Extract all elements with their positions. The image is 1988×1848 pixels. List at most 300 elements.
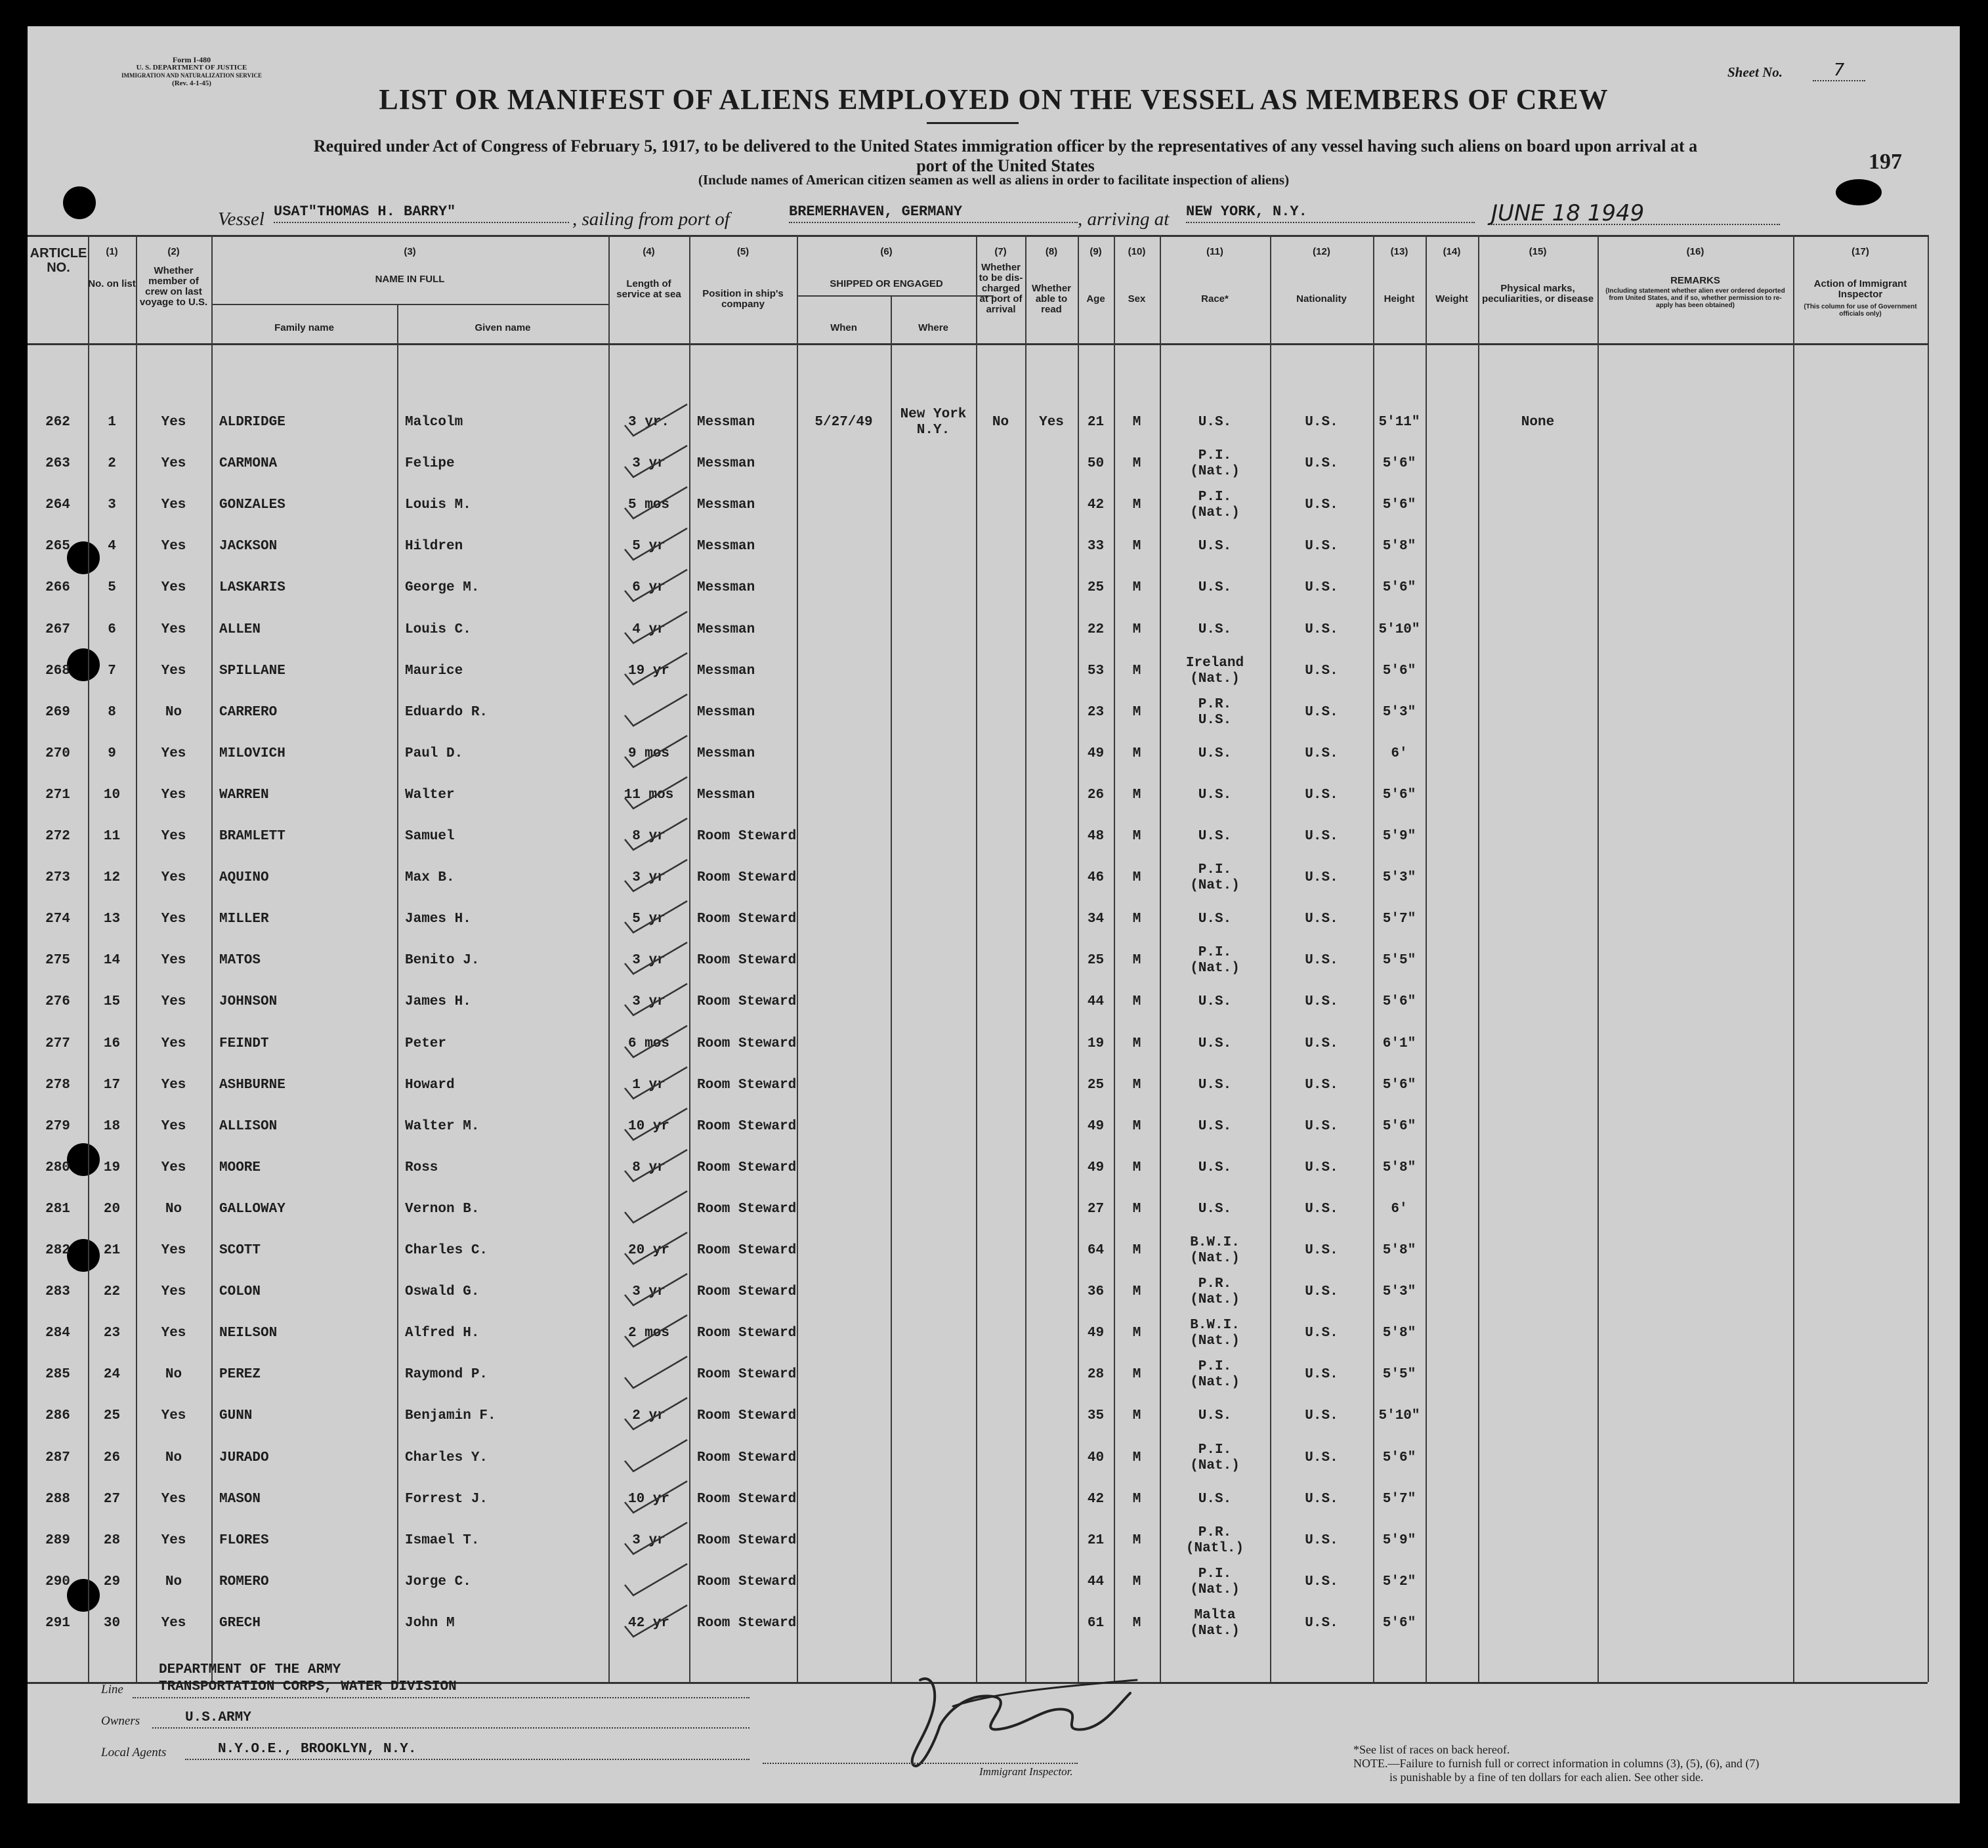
- agents-value: N.Y.O.E., BROOKLYN, N.Y.: [185, 1742, 750, 1760]
- vessel-label: Vessel: [218, 209, 264, 230]
- cell-nat: U.S.: [1305, 1367, 1338, 1383]
- line-value-1: DEPARTMENT OF THE ARMY: [159, 1662, 341, 1677]
- cell-last: Yes: [161, 1491, 186, 1507]
- cell-position: Room Steward: [697, 1491, 797, 1507]
- cell-position: Room Steward: [697, 829, 797, 844]
- cell-service: 3 yr: [632, 953, 666, 969]
- cell-service: 19 yr: [627, 663, 669, 679]
- form-service: IMMIGRATION AND NATURALIZATION SERVICE: [121, 72, 262, 79]
- note-fine-1: NOTE.—Failure to furnish full or correct information in columns (3), (5), (6), and (7): [1353, 1757, 1760, 1770]
- stamp-number: 197: [1869, 150, 1902, 174]
- cell-nat: U.S.: [1305, 746, 1338, 761]
- cell-art: 288: [45, 1491, 70, 1507]
- col17-sub: (This column for use of Government officials only): [1804, 303, 1917, 318]
- cell-age: 25: [1087, 1077, 1105, 1093]
- check-mark: [615, 813, 694, 859]
- cell-height: 5'6": [1382, 994, 1416, 1010]
- cell-race: P.I. (Nat.): [1190, 490, 1240, 521]
- cell-position: Room Steward: [697, 912, 797, 927]
- table-row: [28, 447, 1928, 488]
- owners-label: Owners: [101, 1714, 140, 1728]
- cell-service: 6 mos: [627, 1036, 669, 1051]
- cell-sex: M: [1132, 1491, 1141, 1507]
- cell-given: Howard: [405, 1077, 455, 1093]
- title-rule: [927, 122, 1019, 124]
- cell-position: Messman: [697, 704, 755, 720]
- col6-num: (6): [880, 246, 893, 257]
- cell-given: Paul D.: [405, 746, 463, 761]
- inspector-dotted: [763, 1744, 1078, 1764]
- cell-age: 64: [1087, 1243, 1105, 1258]
- cell-sex: M: [1132, 746, 1141, 761]
- cell-no: 27: [103, 1491, 121, 1507]
- cell-family: WARREN: [219, 787, 269, 803]
- cell-sex: M: [1132, 415, 1141, 430]
- cell-nat: U.S.: [1305, 912, 1338, 927]
- owners-value: U.S.ARMY: [152, 1710, 750, 1729]
- cell-age: 53: [1087, 663, 1105, 679]
- cell-no: 9: [108, 746, 116, 761]
- cell-race: B.W.I. (Nat.): [1190, 1318, 1240, 1349]
- cell-position: Room Steward: [697, 953, 797, 969]
- line-label: Line: [101, 1683, 123, 1696]
- col-article-header: ARTICLE NO.: [30, 246, 87, 275]
- cell-family: AQUINO: [219, 870, 269, 886]
- cell-last: No: [165, 1574, 182, 1589]
- cell-race: P.I. (Nat.): [1190, 448, 1240, 480]
- cell-last: Yes: [161, 1284, 186, 1300]
- cell-no: 1: [108, 415, 116, 430]
- cell-race: P.I. (Nat.): [1190, 945, 1240, 976]
- cell-family: MATOS: [219, 953, 261, 969]
- cell-nat: U.S.: [1305, 704, 1338, 720]
- col16-label: REMARKS: [1670, 275, 1720, 286]
- check-mark: [615, 1269, 694, 1314]
- cell-given: James H.: [405, 994, 471, 1010]
- cell-art: 277: [45, 1036, 70, 1051]
- cell-given: Benjamin F.: [405, 1408, 496, 1424]
- cell-height: 5'6": [1382, 1077, 1416, 1093]
- cell-nat: U.S.: [1305, 415, 1338, 430]
- cell-age: 61: [1087, 1615, 1105, 1631]
- cell-family: CARMONA: [219, 456, 278, 472]
- cell-age: 34: [1087, 912, 1105, 927]
- col16-num: (16): [1686, 246, 1704, 257]
- cell-given: Ross: [405, 1160, 438, 1175]
- cell-last: Yes: [161, 1036, 186, 1051]
- cell-age: 27: [1087, 1201, 1105, 1217]
- page-title: LIST OR MANIFEST OF ALIENS EMPLOYED ON THE VESSEL AS MEMBERS OF CREW: [379, 83, 1609, 116]
- col1-num: (1): [106, 246, 118, 257]
- cell-height: 6': [1391, 1201, 1408, 1217]
- cell-last: Yes: [161, 663, 186, 679]
- cell-given: Vernon B.: [405, 1201, 480, 1217]
- col12-label: Nationality: [1296, 293, 1347, 304]
- table-row: [28, 1316, 1928, 1357]
- cell-last: Yes: [161, 621, 186, 637]
- cell-sex: M: [1132, 1408, 1141, 1424]
- cell-race: U.S.: [1198, 787, 1232, 803]
- table-row: [28, 488, 1928, 529]
- cell-service: 9 mos: [627, 746, 669, 761]
- check-mark: [615, 1517, 694, 1563]
- cell-family: GALLOWAY: [219, 1201, 286, 1217]
- table-row: [28, 571, 1928, 612]
- cell-sex: M: [1132, 621, 1141, 637]
- cell-nat: U.S.: [1305, 1036, 1338, 1051]
- col10-num: (10): [1128, 246, 1146, 257]
- col9-num: (9): [1089, 246, 1102, 257]
- cell-service: 3 yr: [632, 994, 666, 1010]
- header-bottom-rule: [28, 343, 1928, 345]
- col15-num: (15): [1529, 246, 1547, 257]
- table-row: [28, 696, 1928, 736]
- check-mark: [615, 1476, 694, 1522]
- cell-service: 3 yr: [632, 456, 666, 472]
- cell-height: 5'10": [1378, 621, 1420, 637]
- cell-no: 14: [103, 953, 121, 969]
- cell-family: GUNN: [219, 1408, 253, 1424]
- cell-art: 266: [45, 580, 70, 596]
- cell-art: 269: [45, 704, 70, 720]
- cell-height: 5'6": [1382, 663, 1416, 679]
- inspector-label: Immigrant Inspector.: [979, 1765, 1073, 1778]
- manifest-sheet: [28, 26, 1960, 1803]
- cell-nat: U.S.: [1305, 1326, 1338, 1341]
- table-row: [28, 1399, 1928, 1440]
- cell-race: U.S.: [1198, 1201, 1232, 1217]
- cell-nat: U.S.: [1305, 1077, 1338, 1093]
- cell-service: 3 yr.: [627, 415, 669, 430]
- cell-given: Max B.: [405, 870, 455, 886]
- cell-position: Messman: [697, 621, 755, 637]
- col8-label: Whether able to read: [1032, 283, 1071, 315]
- cell-art: 275: [45, 953, 70, 969]
- form-rev: (Rev. 4-1-45): [172, 79, 211, 87]
- cell-given: George M.: [405, 580, 480, 596]
- cell-race: P.I. (Nat.): [1190, 1359, 1240, 1391]
- cell-no: 10: [103, 787, 121, 803]
- cell-position: Messman: [697, 787, 755, 803]
- cell-family: MILLER: [219, 912, 269, 927]
- table-row: [28, 1441, 1928, 1482]
- requirement-note: (Include names of American citizen seamen as well as aliens in order to facilitate inspection of aliens): [698, 172, 1290, 188]
- cell-position: Room Steward: [697, 1243, 797, 1258]
- cell-family: NEILSON: [219, 1326, 278, 1341]
- cell-age: 44: [1087, 1574, 1105, 1589]
- cell-race: U.S.: [1198, 1160, 1232, 1175]
- cell-last: No: [165, 1201, 182, 1217]
- arrival-date: JUNE 18 1949: [1491, 200, 1780, 225]
- cell-position: Messman: [697, 456, 755, 472]
- cell-sex: M: [1132, 663, 1141, 679]
- col6-where: Where: [918, 322, 948, 333]
- cell-age: 25: [1087, 580, 1105, 596]
- cell-no: 4: [108, 539, 116, 555]
- cell-art: 267: [45, 621, 70, 637]
- cell-sex: M: [1132, 539, 1141, 555]
- cell-given: Benito J.: [405, 953, 480, 969]
- cell-sex: M: [1132, 787, 1141, 803]
- cell-given: Alfred H.: [405, 1326, 480, 1341]
- cell-art: 281: [45, 1201, 70, 1217]
- col14-label: Weight: [1435, 293, 1468, 304]
- cell-no: 2: [108, 456, 116, 472]
- table-row: [28, 1068, 1928, 1109]
- table-row: [28, 530, 1928, 570]
- cell-no: 17: [103, 1077, 121, 1093]
- cell-no: 13: [103, 912, 121, 927]
- arrival-value: NEW YORK, N.Y.: [1186, 203, 1475, 223]
- cell-race: P.R. (Nat.): [1190, 1276, 1240, 1308]
- cell-position: Room Steward: [697, 1532, 797, 1548]
- cell-height: 5'8": [1382, 539, 1416, 555]
- form-number: Form I-480: [172, 55, 211, 64]
- cell-given: Peter: [405, 1036, 447, 1051]
- cell-art: 274: [45, 912, 70, 927]
- cell-height: 5'7": [1382, 912, 1416, 927]
- check-mark: [615, 523, 694, 569]
- cell-sex: M: [1132, 456, 1141, 472]
- table-row: [28, 902, 1928, 943]
- cell-height: 5'8": [1382, 1326, 1416, 1341]
- cell-age: 49: [1087, 1160, 1105, 1175]
- cell-last: Yes: [161, 787, 186, 803]
- col17-label: Action of Immigrant Inspector: [1813, 278, 1907, 300]
- cell-service: 11 mos: [624, 787, 674, 803]
- cell-art: 279: [45, 1118, 70, 1134]
- cell-given: Samuel: [405, 829, 455, 844]
- cell-last: Yes: [161, 1532, 186, 1548]
- cell-family: ALLISON: [219, 1118, 278, 1134]
- cell-nat: U.S.: [1305, 994, 1338, 1010]
- cell-sex: M: [1132, 580, 1141, 596]
- cell-sex: M: [1132, 1036, 1141, 1051]
- cell-position: Room Steward: [697, 1367, 797, 1383]
- table-top-rule: [28, 235, 1928, 237]
- cell-race: U.S.: [1198, 1118, 1232, 1134]
- cell-last: Yes: [161, 1326, 186, 1341]
- col4-num: (4): [643, 246, 655, 257]
- cell-age: 48: [1087, 829, 1105, 844]
- cell-last: Yes: [161, 415, 186, 430]
- col15-label: Physical marks, peculiarities, or disease: [1481, 283, 1594, 304]
- cell-position: Messman: [697, 746, 755, 761]
- cell-age: 49: [1087, 1118, 1105, 1134]
- table-row: [28, 654, 1928, 695]
- cell-age: 44: [1087, 994, 1105, 1010]
- cell-height: 5'6": [1382, 497, 1416, 513]
- cell-height: 6': [1391, 746, 1408, 761]
- col2-label: Whether member of crew on last voyage to U.S.: [139, 265, 208, 308]
- cell-height: 6'1": [1382, 1036, 1416, 1051]
- cell-service: 3 yr: [632, 1532, 666, 1548]
- cell-discharged: No: [992, 415, 1009, 430]
- cell-age: 42: [1087, 497, 1105, 513]
- check-mark: [615, 1393, 694, 1438]
- cell-given: Charles C.: [405, 1243, 488, 1258]
- cell-height: 5'8": [1382, 1243, 1416, 1258]
- shipped-subheader-rule: [797, 295, 994, 297]
- check-mark: [615, 648, 694, 694]
- check-mark: [615, 1600, 694, 1646]
- col6-when: When: [830, 322, 857, 333]
- col17-num: (17): [1851, 246, 1869, 257]
- col3-label: NAME IN FULL: [375, 274, 445, 285]
- cell-race: U.S.: [1198, 1077, 1232, 1093]
- check-mark: [615, 606, 694, 652]
- cell-last: No: [165, 1367, 182, 1383]
- cell-given: Louis C.: [405, 621, 471, 637]
- cell-given: Ismael T.: [405, 1532, 480, 1548]
- cell-nat: U.S.: [1305, 787, 1338, 803]
- cell-art: 268: [45, 663, 70, 679]
- cell-art: 287: [45, 1450, 70, 1465]
- cell-service: 5 yr: [632, 912, 666, 927]
- table-row: [28, 985, 1928, 1026]
- cell-physical: None: [1521, 415, 1555, 430]
- cell-last: Yes: [161, 953, 186, 969]
- cell-age: 21: [1087, 415, 1105, 430]
- cell-sex: M: [1132, 497, 1141, 513]
- check-mark: [615, 1062, 694, 1108]
- cell-nat: U.S.: [1305, 1201, 1338, 1217]
- cell-art: 280: [45, 1160, 70, 1175]
- cell-height: 5'11": [1378, 415, 1420, 430]
- cell-sex: M: [1132, 704, 1141, 720]
- cell-nat: U.S.: [1305, 580, 1338, 596]
- col2-num: (2): [167, 246, 180, 257]
- cell-where: New York N.Y.: [900, 407, 967, 438]
- sheet-no-label: Sheet No.: [1727, 64, 1783, 80]
- cell-nat: U.S.: [1305, 1491, 1338, 1507]
- table-row: [28, 1482, 1928, 1523]
- cell-no: 29: [103, 1574, 121, 1589]
- cell-family: LASKARIS: [219, 580, 286, 596]
- cell-family: ALLEN: [219, 621, 261, 637]
- cell-race: Ireland (Nat.): [1185, 655, 1244, 686]
- cell-height: 5'7": [1382, 1491, 1416, 1507]
- cell-art: 283: [45, 1284, 70, 1300]
- note-races: *See list of races on back hereof.: [1353, 1743, 1510, 1756]
- cell-family: JOHNSON: [219, 994, 278, 1010]
- cell-given: James H.: [405, 912, 471, 927]
- requirement-text: [133, 136, 1878, 176]
- cell-height: 5'6": [1382, 1450, 1416, 1465]
- cell-art: 270: [45, 746, 70, 761]
- cell-last: Yes: [161, 1243, 186, 1258]
- cell-last: Yes: [161, 1615, 186, 1631]
- cell-given: Felipe: [405, 456, 455, 472]
- line-dotted: [133, 1679, 750, 1698]
- cell-race: U.S.: [1198, 1036, 1232, 1051]
- cell-race: U.S.: [1198, 621, 1232, 637]
- cell-sex: M: [1132, 994, 1141, 1010]
- cell-last: Yes: [161, 1408, 186, 1424]
- cell-family: FLORES: [219, 1532, 269, 1548]
- cell-given: Hildren: [405, 539, 463, 555]
- cell-height: 5'3": [1382, 704, 1416, 720]
- check-mark: [615, 564, 694, 610]
- cell-service: 20 yr: [627, 1243, 669, 1258]
- cell-read: Yes: [1039, 415, 1064, 430]
- col5-label: Position in ship's company: [702, 288, 784, 310]
- col3-family: Family name: [274, 322, 334, 333]
- cell-nat: U.S.: [1305, 1408, 1338, 1424]
- check-mark: [615, 937, 694, 983]
- cell-race: U.S.: [1198, 746, 1232, 761]
- cell-height: 5'6": [1382, 580, 1416, 596]
- cell-no: 28: [103, 1532, 121, 1548]
- cell-service: 3 yr: [632, 870, 666, 886]
- cell-service: 1 yr: [632, 1077, 666, 1093]
- cell-age: 26: [1087, 787, 1105, 803]
- cell-service: 10 yr: [627, 1491, 669, 1507]
- cell-age: 22: [1087, 621, 1105, 637]
- cell-nat: U.S.: [1305, 456, 1338, 472]
- cell-position: Room Steward: [697, 994, 797, 1010]
- cell-height: 5'10": [1378, 1408, 1420, 1424]
- check-mark: [615, 1103, 694, 1149]
- cell-given: Raymond P.: [405, 1367, 488, 1383]
- cell-height: 5'2": [1382, 1574, 1416, 1589]
- cell-art: 273: [45, 870, 70, 886]
- cell-service: 8 yr: [632, 1160, 666, 1175]
- table-row: [28, 1027, 1928, 1068]
- cell-last: Yes: [161, 912, 186, 927]
- col10-label: Sex: [1128, 293, 1146, 304]
- cell-height: 5'8": [1382, 1160, 1416, 1175]
- cell-height: 5'6": [1382, 1615, 1416, 1631]
- cell-last: Yes: [161, 497, 186, 513]
- cell-last: No: [165, 704, 182, 720]
- cell-age: 23: [1087, 704, 1105, 720]
- cell-no: 5: [108, 580, 116, 596]
- sailing-label: , sailing from port of: [572, 209, 730, 230]
- table-row: [28, 1110, 1928, 1150]
- cell-given: Eduardo R.: [405, 704, 488, 720]
- cell-age: 28: [1087, 1367, 1105, 1383]
- cell-position: Room Steward: [697, 1408, 797, 1424]
- cell-no: 18: [103, 1118, 121, 1134]
- cell-age: 46: [1087, 870, 1105, 886]
- col12-num: (12): [1313, 246, 1330, 257]
- cell-service: 5 mos: [627, 497, 669, 513]
- cell-nat: U.S.: [1305, 621, 1338, 637]
- cell-position: Room Steward: [697, 1574, 797, 1589]
- cell-sex: M: [1132, 1284, 1141, 1300]
- cell-last: Yes: [161, 829, 186, 844]
- cell-age: 49: [1087, 1326, 1105, 1341]
- cell-age: 35: [1087, 1408, 1105, 1424]
- cell-no: 30: [103, 1615, 121, 1631]
- cell-sex: M: [1132, 1077, 1141, 1093]
- cell-position: Room Steward: [697, 870, 797, 886]
- cell-service: 2 yr: [632, 1408, 666, 1424]
- col3-given: Given name: [475, 322, 531, 333]
- cell-position: Messman: [697, 580, 755, 596]
- cell-no: 24: [103, 1367, 121, 1383]
- table-row: [28, 820, 1928, 860]
- col4-label: Length of service at sea: [616, 278, 681, 300]
- cell-art: 263: [45, 456, 70, 472]
- cell-given: Walter: [405, 787, 455, 803]
- cell-family: SCOTT: [219, 1243, 261, 1258]
- cell-family: CARRERO: [219, 704, 278, 720]
- cell-no: 11: [103, 829, 121, 844]
- cell-height: 5'9": [1382, 1532, 1416, 1548]
- cell-nat: U.S.: [1305, 829, 1338, 844]
